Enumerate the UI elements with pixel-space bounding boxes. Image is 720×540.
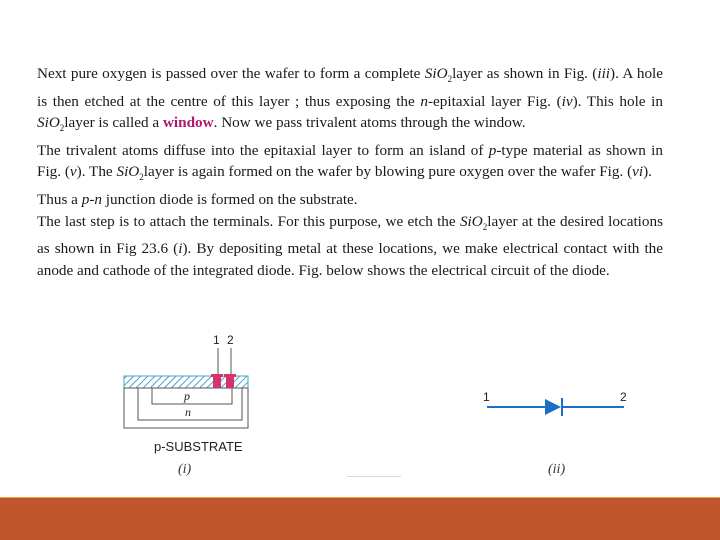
footer-bar	[0, 498, 720, 540]
fig-ii-terminal-1: 1	[483, 390, 490, 404]
p-layer-label: p	[184, 389, 190, 403]
paragraph-oxygen-window: Next pure oxygen is passed over the wafer to form a complete SiO$_2$layer as shown in Fig. (iii). A hole is then etched at the centre of this layer ; thus exposing the n-epitaxial layer Fig. (iv). This hole in SiO$_2$layer is called a window. Now we pass trivalent atoms through the window.	[37, 65, 664, 134]
n-layer-label: n	[185, 405, 191, 419]
diode-triangle	[545, 399, 561, 415]
paragraph-terminals: The last step is to attach the terminals. For this purpose, we etch the SiO$_2$layer at the desired locations as shown in Fig 23.6 (i). By depositing metal at these locations, we make electrical contact with the anode and cathode of the integrated diode. Fig. below shows the electrical circuit of the diode.	[37, 212, 663, 279]
window-highlight: window	[162, 114, 214, 132]
fig-ii-terminal-2: 2	[620, 390, 627, 404]
paragraph-junction: Thus a p-n junction diode is formed on the substrate.	[37, 191, 358, 209]
paragraph-trivalent: The trivalent atoms diffuse into the epitaxial layer to form an island of p-type material as shown in Fig. (v). The SiO$_2$layer is again formed on the wafer by blowing pure oxygen over the wafer Fig. (vi).	[37, 141, 663, 183]
contact-cap-2	[224, 374, 236, 377]
fig-i-terminal-2: 2	[227, 333, 234, 347]
figure-ii-caption: (ii)	[548, 462, 566, 477]
figure-i-caption: (i)	[178, 462, 192, 477]
separator-line	[347, 476, 401, 477]
fig-i-terminal-1: 1	[213, 333, 220, 347]
substrate-label: p-SUBSTRATE	[154, 439, 243, 454]
contact-cap-1	[211, 374, 223, 377]
